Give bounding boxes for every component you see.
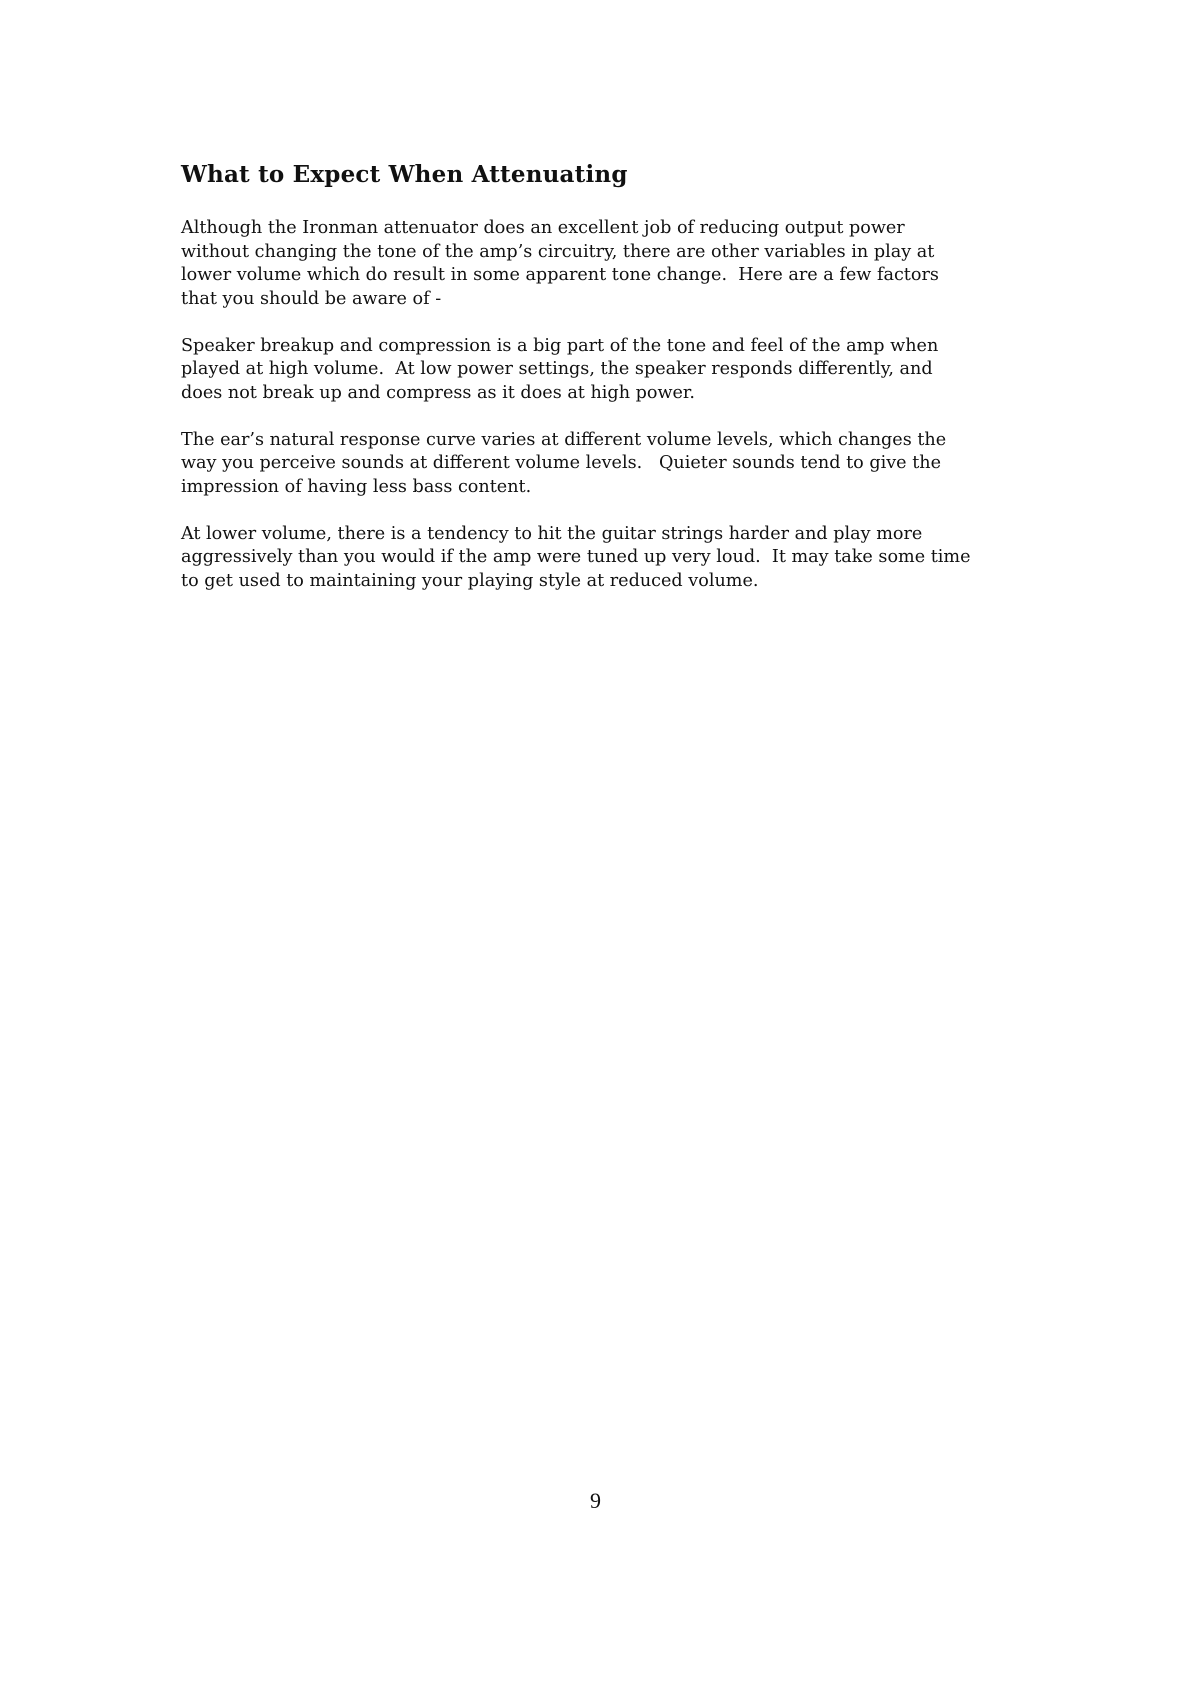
page-content (181, 160, 1061, 617)
page-number: 9 (590, 1488, 601, 1513)
paragraph-intro: Although the Ironman attenuator does an excellent job of reducing output power without changing the tone of the amp’s circuitry, there are other variables in play at lower volume which do result in some apparent tone change. Here are a few factors that you should be aware of - (181, 218, 939, 309)
section-heading: What to Expect When Attenuating (181, 161, 628, 188)
paragraph-speaker-breakup: Speaker breakup and compression is a big part of the tone and feel of the amp when played at high volume. At low power settings, the speaker responds differently, and does not break up and compress as it does at high power. (181, 335, 939, 403)
paragraph-playing-style: At lower volume, there is a tendency to hit the guitar strings harder and play more aggressively than you would if the amp were tuned up very loud. It may take some time to get used to maintaining your playing style at reduced volume. (181, 523, 971, 591)
paragraph-ear-response: The ear’s natural response curve varies at different volume levels, which changes the way you perceive sounds at different volume levels. Quieter sounds tend to give the impression of having less bass content. (181, 429, 947, 497)
